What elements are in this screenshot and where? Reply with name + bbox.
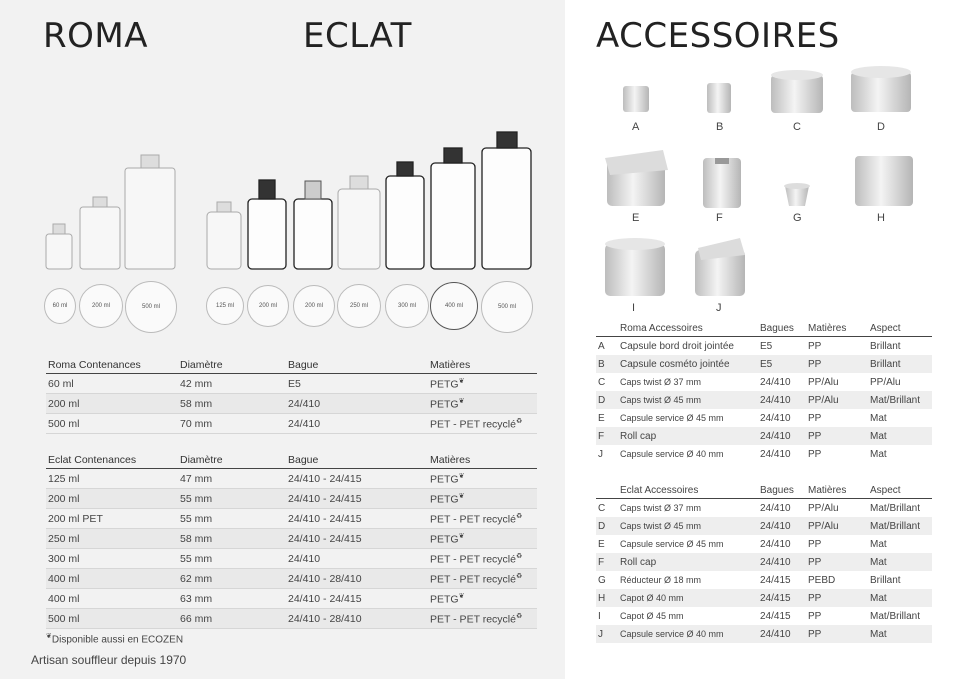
size-circle-roma-60: 60 ml	[44, 288, 76, 324]
table-row	[596, 445, 932, 463]
cell-text: PETG	[430, 533, 459, 546]
accessory-E	[605, 150, 668, 206]
header-bagues: Bagues	[758, 482, 806, 499]
cell: Brillant	[870, 340, 901, 352]
cell: Roll cap	[618, 553, 758, 571]
table-row	[596, 337, 932, 356]
size-circle-eclat-125: 125 ml	[206, 287, 244, 325]
cell: 55 mm	[178, 549, 286, 569]
bottles-illustration	[0, 0, 565, 290]
cell: Caps twist Ø 45 mm	[618, 391, 758, 409]
cell	[428, 489, 537, 509]
eclat-title: ECLAT	[303, 16, 412, 56]
cell: PP/Alu	[808, 502, 839, 514]
table-row	[596, 607, 932, 625]
cell: G	[598, 574, 606, 586]
cell: Mat	[870, 448, 887, 460]
cell: PP	[808, 340, 822, 352]
header-matieres: Matières	[806, 320, 868, 337]
roma-header-matieres: Matières	[428, 357, 537, 374]
tagline: Artisan souffleur depuis 1970	[31, 653, 187, 667]
cell: 24/410	[760, 502, 791, 514]
cell: 24/410 - 24/415	[286, 529, 428, 549]
recycle-icon: ♻	[515, 417, 523, 425]
cell: 42 mm	[178, 374, 286, 394]
cell: PEBD	[808, 574, 836, 586]
header-name: Eclat Accessoires	[618, 482, 758, 499]
cell: I	[598, 610, 601, 622]
size-circle-eclat-500: 500 ml	[481, 281, 533, 333]
cell-text: PETG	[430, 493, 459, 506]
leaf-icon: ❦	[458, 472, 465, 480]
cell: 24/410	[760, 448, 791, 460]
cell: 500 ml	[46, 609, 178, 629]
table-row	[596, 409, 932, 427]
table-row	[596, 571, 932, 589]
cell-text: PET - PET recyclé	[430, 613, 516, 626]
cell: Brillant	[868, 355, 932, 373]
cell: E	[598, 412, 605, 424]
accessory-G	[784, 183, 810, 206]
footnote-text: Disponible aussi en ECOZEN	[51, 634, 184, 646]
cell: 24/410	[758, 553, 806, 571]
cell	[428, 529, 537, 549]
accessory-label-G: G	[793, 212, 802, 224]
cell: J	[596, 625, 618, 643]
cell-text: PETG	[430, 473, 459, 486]
cell: E	[598, 538, 605, 550]
roma-title: ROMA	[43, 16, 148, 56]
cell: D	[596, 391, 618, 409]
cell: E5	[286, 374, 428, 394]
header-matieres: Matières	[806, 482, 868, 499]
cell: PP	[806, 553, 868, 571]
cell: 200 ml PET	[46, 509, 178, 529]
size-circle-eclat-200: 200 ml	[247, 285, 289, 327]
leaf-icon: ❦	[458, 592, 465, 600]
cell: 63 mm	[178, 589, 286, 609]
cell: PP	[808, 448, 822, 460]
cell: PP	[808, 610, 822, 622]
accessory-label-A: A	[632, 121, 640, 133]
cell	[428, 549, 537, 569]
header-letter	[596, 320, 618, 337]
cell: PP	[806, 427, 868, 445]
eclat-header-contenances: Eclat Contenances	[46, 452, 178, 469]
cell: 24/410	[286, 549, 428, 569]
roma-bottles	[46, 155, 175, 269]
table-row	[46, 374, 537, 394]
cell: Caps twist Ø 45 mm	[618, 517, 758, 535]
cell: F	[596, 427, 618, 445]
recycle-icon: ♻	[515, 612, 523, 620]
cell: 24/410	[286, 394, 428, 414]
accessory-J	[695, 238, 745, 296]
right-panel	[565, 0, 961, 679]
cell: PP/Alu	[806, 391, 868, 409]
size-circle-eclat-200pet: 200 ml	[293, 285, 335, 327]
eclat-header-diametre: Diamètre	[178, 452, 286, 469]
cell: PP	[806, 625, 868, 643]
cell	[428, 589, 537, 609]
recycle-icon: ♻	[515, 512, 523, 520]
accessory-label-J: J	[716, 302, 722, 314]
header-aspect: Aspect	[868, 482, 932, 499]
size-circle-roma-200: 200 ml	[79, 284, 123, 328]
accessory-H	[855, 156, 913, 206]
cell-text: PET - PET recyclé	[430, 418, 516, 431]
cell	[428, 609, 537, 629]
cell: 24/415	[758, 589, 806, 607]
cell: PP/Alu	[808, 376, 839, 388]
header-name: Roma Accessoires	[618, 320, 758, 337]
accessory-B	[707, 83, 731, 113]
cell: 24/415	[760, 610, 791, 622]
cell: 24/410	[760, 376, 791, 388]
cell: Capsule cosméto jointée	[618, 355, 758, 373]
table-row	[596, 427, 932, 445]
cell: J	[598, 448, 603, 460]
cell: PP	[806, 355, 868, 373]
table-row	[596, 517, 932, 535]
table-row	[596, 589, 932, 607]
accessory-label-H: H	[877, 212, 885, 224]
cell: Capot Ø 45 mm	[620, 611, 684, 621]
cell: 250 ml	[46, 529, 178, 549]
cell: 55 mm	[178, 489, 286, 509]
roma-header-bague: Bague	[286, 357, 428, 374]
roma-accessoires-table	[596, 320, 932, 463]
table-row	[46, 589, 537, 609]
cell: Mat/Brillant	[870, 502, 921, 514]
cell: Mat	[868, 553, 932, 571]
accessory-D	[851, 66, 911, 112]
cell: 70 mm	[178, 414, 286, 434]
roma-header-diametre: Diamètre	[178, 357, 286, 374]
cell: Caps twist Ø 37 mm	[620, 503, 702, 513]
eclat-accessoires-table	[596, 482, 932, 643]
cell: C	[598, 502, 606, 514]
table-row	[46, 469, 537, 489]
eclat-bottles	[207, 202, 241, 269]
header-letter	[596, 482, 618, 499]
table-row	[596, 535, 932, 553]
cell: PP/Alu	[806, 517, 868, 535]
cell: Capot Ø 40 mm	[618, 589, 758, 607]
cell: PP/Alu	[870, 376, 901, 388]
cell: 24/410 - 24/415	[286, 489, 428, 509]
cell: E5	[758, 355, 806, 373]
cell: A	[598, 340, 605, 352]
cell: 24/410	[758, 625, 806, 643]
leaf-icon: ❦	[458, 397, 465, 405]
accessory-A	[623, 86, 649, 112]
cell: B	[596, 355, 618, 373]
table-row	[596, 355, 932, 373]
eclat-spec-table	[46, 452, 537, 629]
size-circle-eclat-400: 400 ml	[430, 282, 478, 330]
accessory-F	[703, 158, 741, 208]
cell-text: PET - PET recyclé	[430, 573, 516, 586]
cell: 24/410	[758, 391, 806, 409]
cell: Mat	[868, 625, 932, 643]
table-row	[596, 553, 932, 571]
cell: 62 mm	[178, 569, 286, 589]
header-aspect: Aspect	[868, 320, 932, 337]
table-row	[46, 609, 537, 629]
cell: Mat	[870, 412, 887, 424]
cell: 55 mm	[178, 509, 286, 529]
cell: F	[596, 553, 618, 571]
cell: 24/410	[286, 414, 428, 434]
cell	[428, 569, 537, 589]
cell: 500 ml	[46, 414, 178, 434]
table-row	[46, 529, 537, 549]
header-bagues: Bagues	[758, 320, 806, 337]
cell: 24/410 - 24/415	[286, 509, 428, 529]
cell: 66 mm	[178, 609, 286, 629]
cell: E5	[760, 340, 773, 352]
table-row	[596, 373, 932, 391]
leaf-icon: ❦	[458, 492, 465, 500]
cell: Mat	[868, 589, 932, 607]
cell: 24/410	[760, 538, 791, 550]
accessory-I	[605, 238, 665, 296]
cell	[428, 414, 537, 434]
cell: 58 mm	[178, 529, 286, 549]
leaf-icon: ❦	[46, 633, 52, 640]
cell: 24/410 - 28/410	[286, 609, 428, 629]
cell: D	[596, 517, 618, 535]
cell: Capsule bord droit jointée	[620, 340, 734, 352]
accessory-label-E: E	[632, 212, 640, 224]
cell: C	[598, 376, 606, 388]
table-row	[46, 509, 537, 529]
accessories-illustration	[565, 0, 961, 320]
cell	[428, 394, 537, 414]
cell: 300 ml	[46, 549, 178, 569]
table-row	[46, 489, 537, 509]
leaf-icon: ❦	[458, 532, 465, 540]
cell: Roll cap	[618, 427, 758, 445]
cell: H	[596, 589, 618, 607]
accessory-C	[771, 70, 823, 113]
cell: 400 ml	[46, 569, 178, 589]
table-row	[596, 625, 932, 643]
cell: PP	[808, 412, 822, 424]
cell: 24/410 - 24/415	[286, 589, 428, 609]
cell: 200 ml	[46, 489, 178, 509]
recycle-icon: ♻	[515, 572, 523, 580]
size-circle-roma-500: 500 ml	[125, 281, 177, 333]
cell: 60 ml	[46, 374, 178, 394]
cell: Capsule service Ø 40 mm	[618, 625, 758, 643]
table-row	[46, 414, 537, 434]
table-row	[46, 394, 537, 414]
cell: 200 ml	[46, 394, 178, 414]
cell: 47 mm	[178, 469, 286, 489]
cell-text: PETG	[430, 378, 459, 391]
eclat-header-matieres: Matières	[428, 452, 537, 469]
cell	[428, 469, 537, 489]
cell-text: PETG	[430, 398, 459, 411]
table-row	[46, 569, 537, 589]
cell: 24/410 - 24/415	[286, 469, 428, 489]
accessory-label-F: F	[716, 212, 723, 224]
size-circle-eclat-300: 300 ml	[385, 284, 429, 328]
cell: 24/410	[760, 412, 791, 424]
cell: 125 ml	[46, 469, 178, 489]
accessory-label-D: D	[877, 121, 885, 133]
cell	[428, 509, 537, 529]
cell	[428, 374, 537, 394]
cell-text: PETG	[430, 593, 459, 606]
cell: Mat	[868, 427, 932, 445]
cell: Capsule service Ø 45 mm	[620, 539, 724, 549]
cell: Mat/Brillant	[868, 517, 932, 535]
cell: 400 ml	[46, 589, 178, 609]
footnote	[46, 632, 183, 645]
cell: Mat	[870, 538, 887, 550]
cell: 24/410 - 28/410	[286, 569, 428, 589]
cell: 24/410	[758, 517, 806, 535]
leaf-icon: ❦	[458, 377, 465, 385]
size-circle-eclat-250: 250 ml	[337, 284, 381, 328]
cell: 24/410	[758, 427, 806, 445]
accessory-label-I: I	[632, 302, 636, 314]
roma-spec-table	[46, 357, 537, 434]
table-row	[596, 391, 932, 409]
cell: PP	[806, 589, 868, 607]
accessory-label-B: B	[716, 121, 724, 133]
cell: Brillant	[870, 574, 901, 586]
accessory-label-C: C	[793, 121, 801, 133]
cell: Capsule service Ø 40 mm	[620, 449, 724, 459]
eclat-header-bague: Bague	[286, 452, 428, 469]
cell: 24/415	[760, 574, 791, 586]
roma-header-contenances: Roma Contenances	[46, 357, 178, 374]
cell: Mat/Brillant	[870, 610, 921, 622]
recycle-icon: ♻	[515, 552, 523, 560]
cell: PP	[808, 538, 822, 550]
cell: Caps twist Ø 37 mm	[620, 377, 702, 387]
cell-text: PET - PET recyclé	[430, 553, 516, 566]
cell: Réducteur Ø 18 mm	[620, 575, 702, 585]
table-row	[596, 499, 932, 518]
cell: Capsule service Ø 45 mm	[620, 413, 724, 423]
table-row	[46, 549, 537, 569]
cell: 58 mm	[178, 394, 286, 414]
accessoires-title: ACCESSOIRES	[596, 16, 840, 56]
cell: Mat/Brillant	[868, 391, 932, 409]
cell-text: PET - PET recyclé	[430, 513, 516, 526]
